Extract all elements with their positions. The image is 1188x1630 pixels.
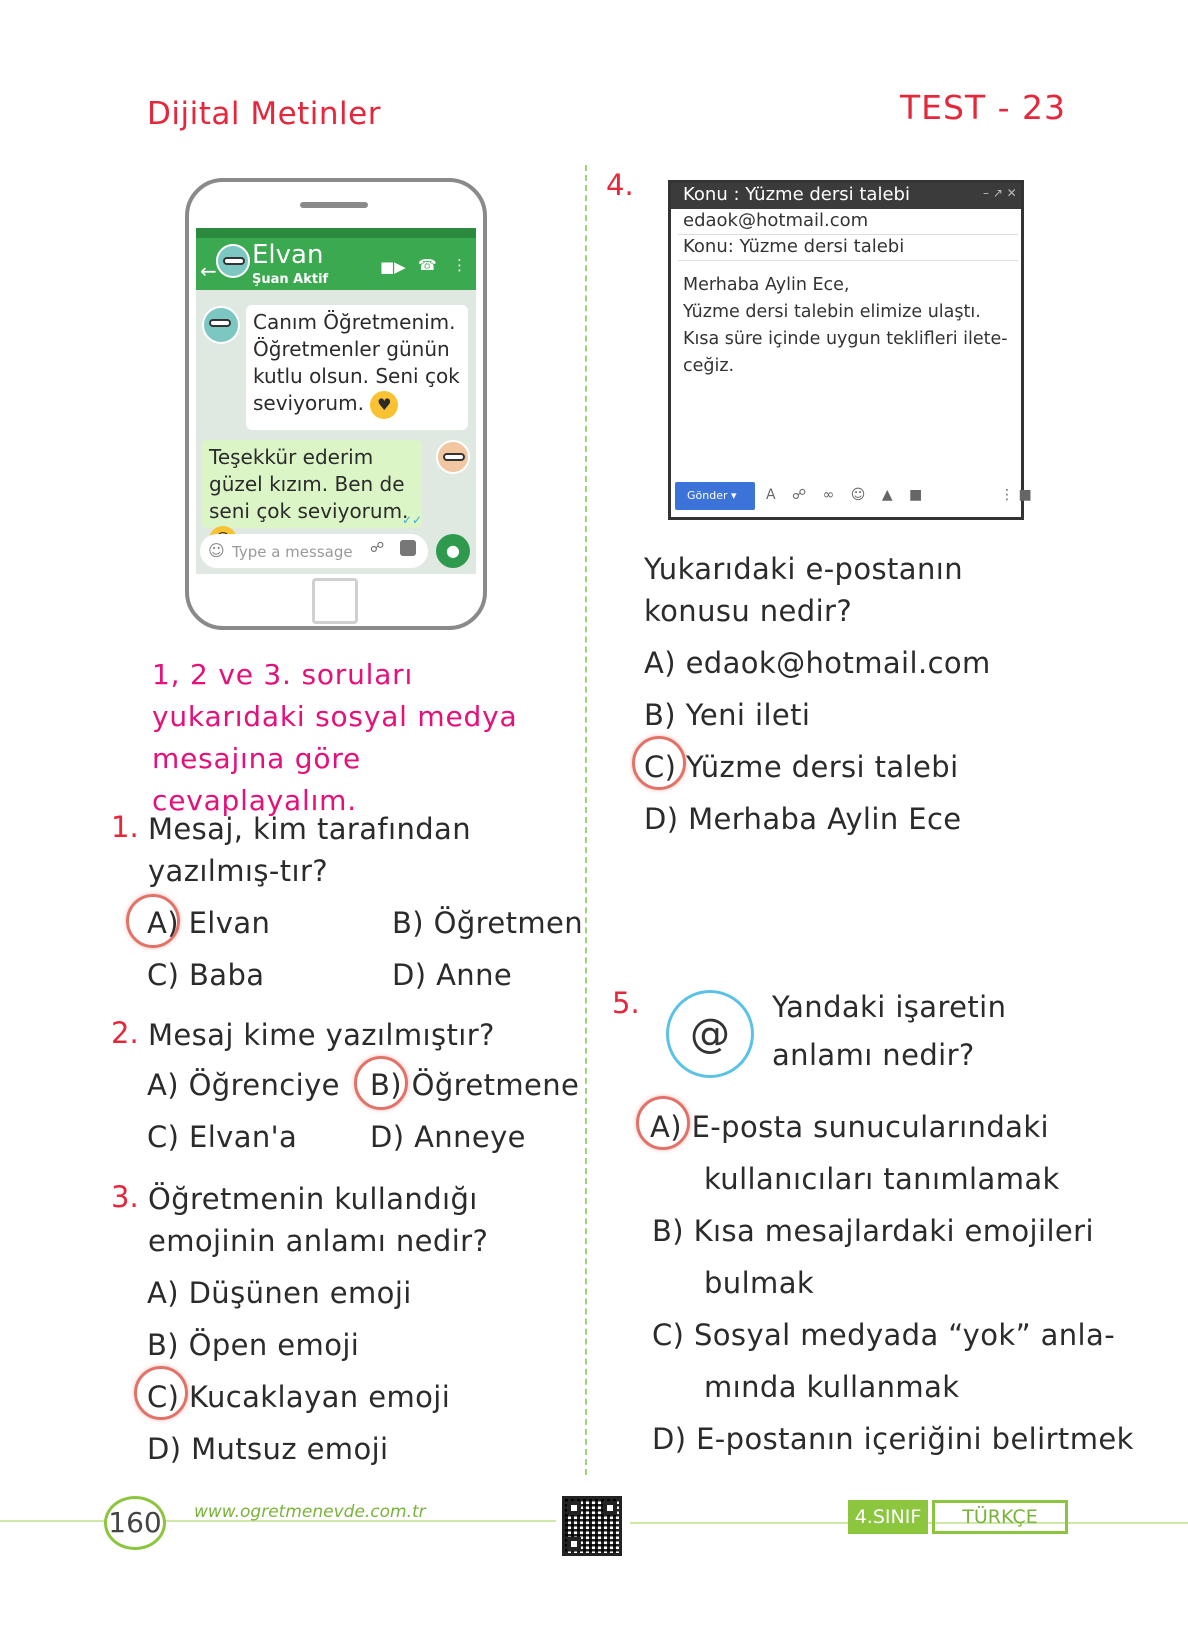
phone-speaker: [300, 202, 368, 208]
q5-option-d[interactable]: D) E-postanın içeriğini belirtmek: [652, 1422, 1134, 1456]
site-url[interactable]: www.ogretmenevde.com.tr: [194, 1502, 426, 1522]
email-body-line: Kısa süre içinde uygun teklifleri ilete-: [683, 329, 1008, 349]
email-title: Konu : Yüzme dersi talebi: [683, 184, 910, 205]
phone-home-button: [312, 578, 358, 624]
back-arrow-icon[interactable]: ←: [200, 259, 217, 283]
q5-number: 5.: [612, 986, 640, 1020]
email-to[interactable]: edaok@hotmail.com: [683, 210, 869, 231]
q4-number: 4.: [606, 168, 634, 202]
q2-option-d[interactable]: D) Anneye: [370, 1120, 526, 1154]
message-placeholder: Type a message: [232, 543, 353, 561]
camera-icon[interactable]: [400, 540, 416, 556]
video-call-icon[interactable]: ■▶: [380, 258, 406, 276]
section-title: Dijital Metinler: [147, 96, 381, 132]
send-button[interactable]: Gönder ▾: [675, 482, 755, 510]
smiley-icon[interactable]: ☺: [208, 541, 225, 560]
qr-corner: [567, 1537, 581, 1551]
qr-corner: [567, 1501, 581, 1515]
q5-option-a-cont: kullanıcıları tanımlamak: [704, 1162, 1060, 1196]
contact-name: Elvan: [252, 240, 324, 270]
q1-option-c[interactable]: C) Baba: [147, 958, 265, 992]
outgoing-message: [202, 440, 422, 528]
q2-option-b[interactable]: B) Öğretmene: [370, 1068, 580, 1102]
menu-dots-icon[interactable]: ⋮: [452, 256, 467, 274]
q1-option-d[interactable]: D) Anne: [392, 958, 513, 992]
contact-status: Şuan Aktif: [252, 272, 329, 287]
send-button-label: Gönder: [687, 489, 728, 502]
subject-badge: TÜRKÇE: [932, 1500, 1068, 1534]
q1-number: 1.: [111, 810, 139, 844]
q4-text: Yukarıdaki e-postanın konusu nedir?: [644, 552, 963, 628]
email-separator: [678, 234, 1018, 235]
q3-number: 3.: [111, 1180, 139, 1214]
q5-option-b[interactable]: B) Kısa mesajlardaki emojileri: [652, 1214, 1094, 1248]
email-separator: [678, 260, 1018, 261]
q5-option-c-cont: mında kullanmak: [704, 1370, 960, 1404]
email-body-line: Yüzme dersi talebin elimize ulaştı.: [683, 302, 981, 322]
window-controls-icon[interactable]: – ↗ ✕: [983, 186, 1017, 200]
email-body-line: ceğiz.: [683, 356, 735, 376]
q3-option-c[interactable]: C) Kucaklayan emoji: [147, 1380, 451, 1414]
q1-text: Mesaj, kim tarafından yazılmış-tır?: [148, 812, 471, 888]
read-checks-icon: ✓✓: [402, 513, 423, 527]
q4-option-c[interactable]: C) Yüzme dersi talebi: [644, 750, 959, 784]
q4-option-d[interactable]: D) Merhaba Aylin Ece: [644, 802, 962, 836]
mic-icon[interactable]: ●: [436, 534, 470, 568]
at-symbol-icon: @: [666, 990, 754, 1078]
q1-option-b[interactable]: B) Öğretmen: [392, 906, 584, 940]
q5-text-line1: Yandaki işaretin: [772, 990, 1007, 1024]
q4-option-a[interactable]: A) edaok@hotmail.com: [644, 646, 991, 680]
q3-text: Öğretmenin kullandığı emojinin anlamı nedir?: [148, 1182, 489, 1258]
q3-option-d[interactable]: D) Mutsuz emoji: [147, 1432, 389, 1466]
column-divider: [585, 165, 587, 1475]
teacher-avatar: [436, 440, 470, 474]
contact-avatar: [216, 244, 250, 278]
test-title: TEST - 23: [900, 88, 1066, 127]
q4-option-b[interactable]: B) Yeni ileti: [644, 698, 811, 732]
q3-option-a[interactable]: A) Düşünen emoji: [147, 1276, 412, 1310]
email-body-line: Merhaba Aylin Ece,: [683, 275, 850, 295]
q5-option-c[interactable]: C) Sosyal medyada “yok” anla-: [652, 1318, 1116, 1352]
grade-badge: 4.SINIF: [848, 1500, 928, 1534]
q5-option-a[interactable]: A) E-posta sunucularındaki: [650, 1110, 1049, 1144]
attach-icon[interactable]: ☍: [370, 540, 385, 556]
formatting-tools-icon[interactable]: A ☍ ∞ ☺ ▲ ■: [766, 487, 929, 503]
page-number: 160: [104, 1496, 166, 1550]
email-subject[interactable]: Konu: Yüzme dersi talebi: [683, 236, 905, 257]
q5-text-line2: anlamı nedir?: [772, 1038, 975, 1072]
outgoing-message-text: Teşekkür ederim güzel kızım. Ben de seni çok seviyorum.: [209, 445, 409, 523]
q1-option-a[interactable]: A) Elvan: [147, 906, 271, 940]
q2-text: Mesaj kime yazılmıştır?: [148, 1018, 495, 1052]
incoming-message-text: Canım Öğretmenim. Öğretmenler günün kutlu olsun. Seni çok seviyorum.: [253, 310, 460, 415]
q2-number: 2.: [111, 1016, 139, 1050]
email-body[interactable]: [683, 272, 1013, 380]
q3-option-b[interactable]: B) Öpen emoji: [147, 1328, 360, 1362]
instruction-text: 1, 2 ve 3. soruları yukarıdaki sosyal medya mesajına göre cevaplayalım.: [152, 658, 518, 817]
incoming-message: [246, 305, 468, 430]
qr-corner: [603, 1501, 617, 1515]
kiss-emoji-icon: ♥: [370, 391, 398, 419]
sender-avatar: [202, 306, 240, 344]
q2-option-c[interactable]: C) Elvan'a: [147, 1120, 298, 1154]
phone-call-icon[interactable]: ☎: [418, 256, 437, 274]
q5-option-b-cont: bulmak: [704, 1266, 815, 1300]
delete-icon[interactable]: ⋮ ■: [1000, 487, 1032, 503]
q2-option-a[interactable]: A) Öğrenciye: [147, 1068, 340, 1102]
